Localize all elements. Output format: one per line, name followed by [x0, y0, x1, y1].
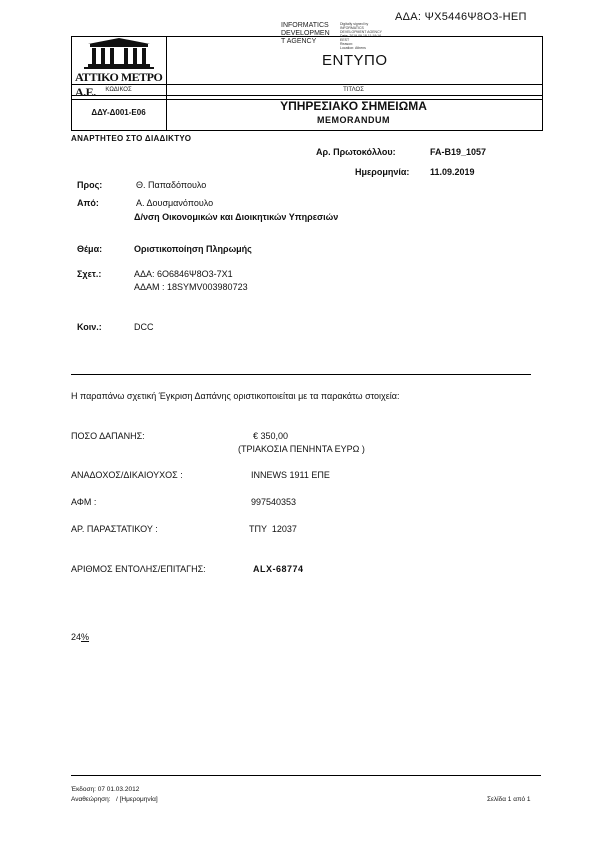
- footer-edition: Έκδοση: 07 01.03.2012: [71, 786, 140, 793]
- from-value: Α. Δουσμανόπουλο: [136, 198, 214, 208]
- to-label: Προς:: [77, 180, 103, 190]
- ada-stamp: ΑΔΑ: ΨΧ5446Ψ8Ο3-ΗΕΠ: [395, 11, 527, 23]
- related-label: Σχετ.:: [77, 269, 102, 279]
- protocol-label: Αρ. Πρωτοκόλλου:: [316, 147, 396, 157]
- subject-value: Οριστικοποίηση Πληρωμής: [134, 244, 252, 254]
- signature-detail-line: Location: Athens: [340, 46, 366, 50]
- related-ada: ΑΔΑ: 6Ο6846Ψ8Ο3-7Χ1: [134, 269, 233, 279]
- signature-detail-line: Reason:: [340, 42, 354, 46]
- signature-org-line: INFORMATICS: [281, 22, 329, 29]
- signature-detail-line: Digitally signed by: [340, 22, 369, 26]
- afm-label: ΑΦΜ :: [71, 497, 97, 507]
- order-value: ALX-68774: [253, 564, 304, 574]
- cc-label: Κοιν.:: [77, 322, 102, 332]
- percentage-sign: %: [81, 632, 90, 642]
- percentage: [71, 632, 89, 642]
- voucher-value: ΤΠΥ 12037: [249, 524, 297, 534]
- signature-detail-line: EEST: [340, 38, 350, 42]
- posting-note: ΑΝΑΡΤΗΤΕΟ ΣΤΟ ΔΙΑΔΙΚΤΥΟ: [71, 134, 192, 143]
- footer-divider: [71, 775, 541, 776]
- amount-value: € 350,00: [253, 431, 289, 441]
- percentage-number: 24: [71, 632, 82, 642]
- footer-page-number: Σελίδα 1 από 1: [487, 796, 531, 803]
- signature-org-line: T AGENCY: [281, 38, 317, 45]
- amount-label: ΠΟΣΟ ΔΑΠΑΝΗΣ:: [71, 431, 145, 441]
- beneficiary-value: INNEWS 1911 ΕΠΕ: [251, 470, 330, 480]
- logo-text: ΑΤΤΙΚΟ ΜΕΤΡΟ Α.Ε.: [75, 70, 163, 99]
- from-label: Από:: [77, 198, 99, 208]
- document-title: ΥΠΗΡΕΣΙΑΚΟ ΣΗΜΕΙΩΜΑ: [280, 99, 427, 113]
- order-label: ΑΡΙΘΜΟΣ ΕΝΤΟΛΗΣ/ΕΠΙΤΑΓΗΣ:: [71, 564, 206, 574]
- document-code: ΔΔΥ-Δ001-Ε06: [91, 108, 146, 117]
- voucher-label: ΑΡ. ΠΑΡΑΣΤΑΤΙΚΟΥ :: [71, 524, 158, 534]
- section-divider: [71, 374, 531, 375]
- to-value: Θ. Παπαδόπουλο: [136, 180, 207, 190]
- protocol-value: FA-B19_1057: [430, 147, 487, 157]
- signature-org-line: DEVELOPMEN: [281, 30, 330, 37]
- date-value: 11.09.2019: [430, 167, 475, 177]
- form-type: ΕΝΤΥΠΟ: [322, 52, 388, 69]
- intro-text: Η παραπάνω σχετική Έγκριση Δαπάνης οριστικοποιείται με τα παρακάτω στοιχεία:: [71, 391, 400, 401]
- cc-value: DCC: [134, 322, 154, 332]
- title-label: ΤΙΤΛΟΣ: [343, 87, 364, 93]
- beneficiary-label: ΑΝΑΔΟΧΟΣ/ΔΙΚΑΙΟΥΧΟΣ :: [71, 470, 183, 480]
- signature-detail-line: Date: 2019.09.18 11:19:16: [340, 34, 382, 38]
- from-department: Δ/νση Οικονομικών και Διοικητικών Υπηρεσιών: [134, 212, 339, 222]
- date-label: Ημερομηνία:: [355, 167, 410, 177]
- amount-words: (ΤΡΙΑΚΟΣΙΑ ΠΕΝΗΝΤΑ ΕΥΡΩ ): [238, 444, 365, 454]
- footer-revision: Αναθεώρηση: / [Ημερομηνία]: [71, 796, 158, 803]
- related-adam: ΑΔΑΜ : 18SYMV003980723: [134, 282, 248, 292]
- signature-detail-line: INFORMATICS: [340, 26, 364, 30]
- code-label: ΚΩΔΙΚΟΣ: [105, 87, 132, 93]
- afm-value: 997540353: [251, 497, 297, 507]
- subject-label: Θέμα:: [77, 244, 103, 254]
- document-subtitle: MEMORANDUM: [317, 115, 390, 125]
- signature-detail-line: DEVELOPMENT AGENCY: [340, 30, 382, 34]
